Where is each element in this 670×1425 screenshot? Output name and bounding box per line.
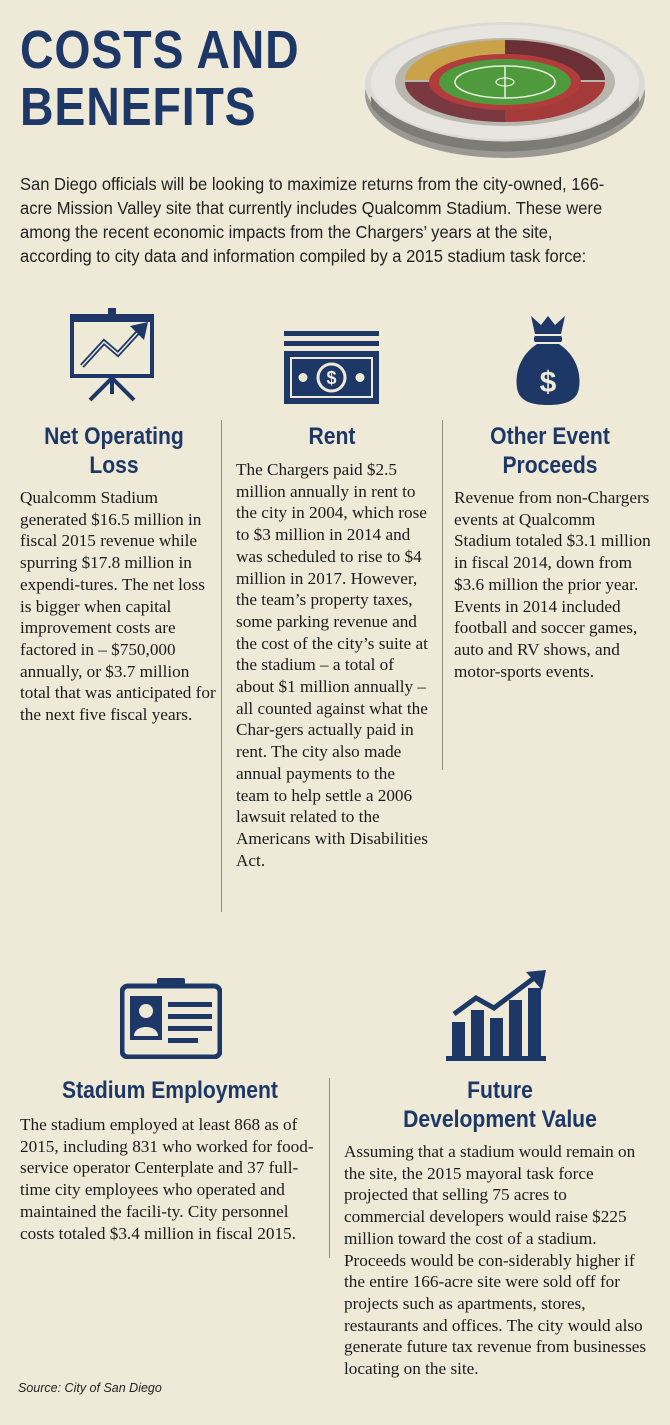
source-credit: Source: City of San Diego (18, 1381, 162, 1395)
heading-future-development-value (359, 1076, 641, 1134)
body-rent: The Chargers paid $2.5 million annually in rent to the city in 2004, which rose to $3 million in 2014 and was scheduled to rise to $4 million in 2017. However, the team’s property taxes, some parking revenue and the cost of the city’s suite at the stadium – a total of about $1 million annually – all counted against what the Char-gers actually paid in rent. The city also made annual payments to the team to help settle a 2006 lawsuit related to the Americans with Disabilities Act. (236, 460, 428, 870)
bar-chart-growth-icon (446, 970, 551, 1062)
body-stadium-employment: The stadium employed at least 868 as of 2015, including 831 who worked for food-service operator Centerplate and 37 full-time city employees who operated and maintained the facili-ty. City personnel costs totaled $3.4 million in fiscal 2015. (20, 1115, 314, 1243)
heading-future-development-value-line-2: Development Value (403, 1106, 597, 1133)
title-line-2: BENEFITS (20, 77, 257, 137)
money-bag-icon (515, 316, 581, 405)
stadium-illustration (355, 10, 655, 170)
body-other-event-proceeds: Revenue from non-Chargers events at Qualcomm Stadium totaled $3.1 million in fiscal 2014, down from $3.6 million the prior year. Events in 2014 included football and soccer games, auto and RV shows, and motor-sports events. (454, 488, 651, 681)
heading-rent: Rent (308, 423, 356, 450)
svg-text:$: $ (539, 366, 557, 399)
heading-net-operating-loss-line-2: Loss (89, 452, 139, 479)
intro-paragraph: San Diego officials will be looking to maximize returns from the city-owned, 166-acre Mission Valley site that currently includes Qualcomm Stadium. These were among the recent economic impacts from the Chargers’ years at the site, according to city data and information compiled by a 2015 stadium task force: (20, 174, 605, 266)
heading-stadium-employment: Stadium Employment (62, 1077, 278, 1104)
svg-text:$: $ (326, 368, 337, 388)
column-divider-1 (221, 420, 222, 912)
presentation-chart-icon (66, 308, 158, 403)
dollar-bill-icon (284, 331, 379, 404)
body-net-operating-loss: Qualcomm Stadium generated $16.5 million in fiscal 2015 revenue while spurring $17.8 million in expendi-tures. The net loss is bigger when capital improvement costs are factored in – $750,000 annually, or $3.7 million total that was anticipated for the next five fiscal years. (20, 488, 216, 725)
column-divider-3 (329, 1078, 330, 1258)
heading-net-operating-loss (22, 422, 205, 480)
column-divider-2 (442, 420, 443, 770)
heading-net-operating-loss-line-1: Net Operating (44, 423, 184, 450)
page-title (20, 22, 300, 136)
id-badge-icon (120, 978, 222, 1059)
heading-other-event-proceeds-line-2: Proceeds (502, 452, 598, 479)
body-future-development-value: Assuming that a stadium would remain on the site, the 2015 mayoral task force projected that selling 75 acres to commercial developers would raise $225 million toward the cost of a stadium. Proceeds would be con-siderably higher if the entire 166-acre site were sold off for projects such as apartments, stores, restaurants and offices. The city would also generate future tax revenue from businesses locating on the site. (344, 1142, 647, 1379)
heading-other-event-proceeds (460, 422, 640, 480)
title-line-1: COSTS AND (20, 20, 300, 80)
heading-future-development-value-line-1: Future (467, 1077, 533, 1104)
heading-other-event-proceeds-line-1: Other Event (490, 423, 610, 450)
